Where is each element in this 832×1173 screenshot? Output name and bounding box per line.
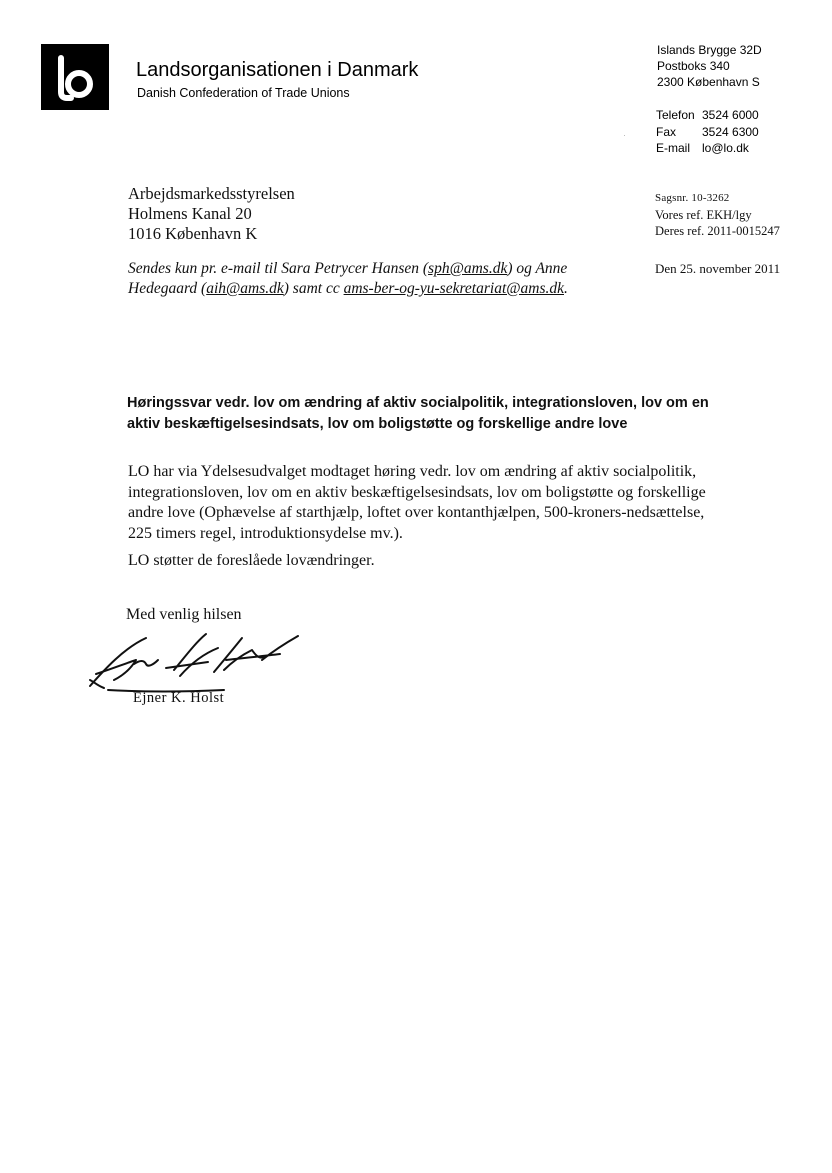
recipient-line: 1016 København K bbox=[128, 224, 258, 243]
letter-subject: Høringssvar vedr. lov om ændring af aktiv socialpolitik, integrationsloven, lov om en aktiv beskæftigelsesindsats, lov om boligstøtte og forskellige andre love bbox=[127, 395, 709, 432]
fax-label: Fax bbox=[656, 124, 677, 139]
case-number: Sagsnr. 10-3262 bbox=[655, 192, 730, 204]
org-subtitle: Danish Confederation of Trade Unions bbox=[137, 86, 350, 100]
sender-contact bbox=[656, 107, 759, 157]
email-link-secretariat[interactable]: ams-ber-og-yu-sekretariat@ams.dk bbox=[343, 280, 564, 297]
email-value[interactable]: lo@lo.dk bbox=[702, 141, 749, 155]
address-line: 2300 København S bbox=[657, 75, 760, 89]
recipient-address bbox=[128, 184, 295, 244]
recipient-line: Holmens Kanal 20 bbox=[128, 204, 252, 223]
your-reference: Deres ref. 2011-0015247 bbox=[655, 224, 780, 238]
address-line: Islands Brygge 32D bbox=[657, 43, 762, 57]
reference-block bbox=[655, 190, 780, 240]
fax-row bbox=[656, 124, 759, 141]
phone-row bbox=[656, 107, 759, 124]
email-link-aih[interactable]: aih@ams.dk bbox=[206, 280, 284, 297]
recipient-line: Arbejdsmarkedsstyrelsen bbox=[128, 184, 295, 203]
email-row bbox=[656, 140, 759, 157]
address-line: Postboks 340 bbox=[657, 59, 730, 73]
lo-logo bbox=[41, 44, 109, 110]
fax-value: 3524 6300 bbox=[702, 124, 759, 139]
our-reference: Vores ref. EKH/lgy bbox=[655, 207, 752, 222]
body-paragraph: LO støtter de foreslåede lovændringer. bbox=[128, 552, 375, 569]
org-name: Landsorganisationen i Danmark bbox=[136, 59, 419, 81]
send-note-text: ) samt cc bbox=[283, 280, 344, 297]
email-link-sph[interactable]: sph@ams.dk bbox=[428, 260, 508, 277]
sender-address bbox=[657, 42, 762, 90]
scan-speck bbox=[624, 135, 625, 136]
send-note bbox=[128, 259, 628, 299]
send-note-text: . bbox=[564, 280, 568, 297]
closing-salutation: Med venlig hilsen bbox=[126, 606, 242, 623]
send-note-text: Sendes kun pr. e-mail til Sara Petrycer Hansen ( bbox=[128, 260, 429, 277]
phone-value: 3524 6000 bbox=[702, 108, 759, 122]
send-note-text: ) og Anne Hedegaard ( bbox=[128, 260, 568, 297]
letter-date: Den 25. november 2011 bbox=[655, 261, 781, 276]
phone-label: Telefon bbox=[656, 108, 695, 122]
body-paragraph: LO har via Ydelsesudvalget modtaget høring vedr. lov om ændring af aktiv socialpolitik, integrationsloven, lov om en aktiv beskæftigelsesindsats, lov om boligstøtte og forskellige andre love (Ophævelse af starthjælp, loftet over kontanthjælpen, 500-kroners-nedsættelse, 225 timers regel, introduktionsydelse mv.). bbox=[128, 463, 706, 542]
email-label: E-mail bbox=[656, 141, 691, 155]
signer-name: Ejner K. Holst bbox=[133, 690, 225, 706]
